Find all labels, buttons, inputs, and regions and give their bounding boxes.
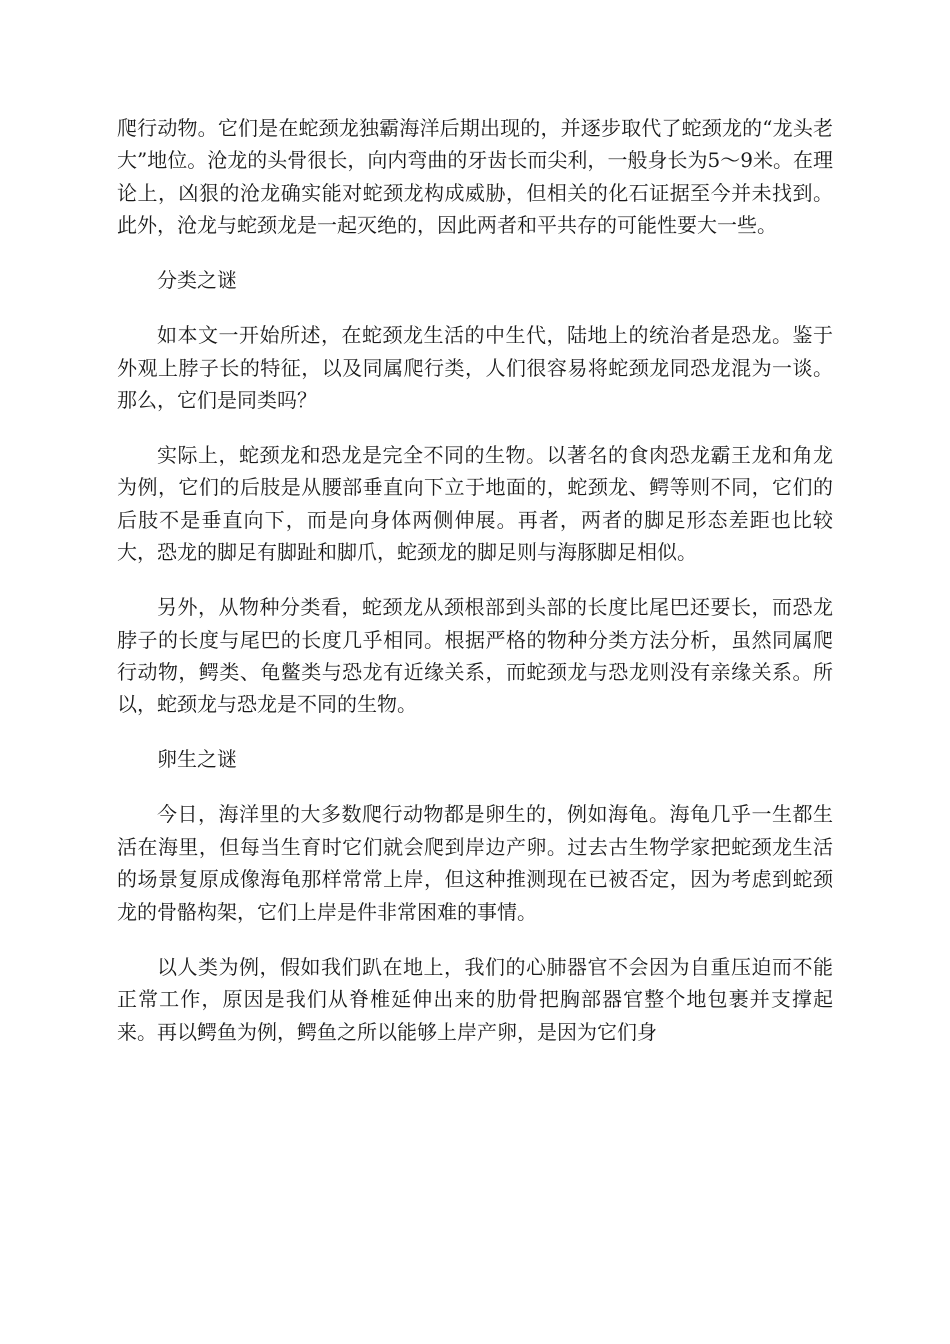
paragraph: 实际上，蛇颈龙和恐龙是完全不同的生物。以著名的食肉恐龙霸王龙和角龙为例，它们的后肢是从腰部垂直向下立于地面的，蛇颈龙、鳄等则不同，它们的后肢不是垂直向下，而是向身体两侧伸展。再者，两者的脚足形态差距也比较大，恐龙的脚足有脚趾和脚爪，蛇颈龙的脚足则与海豚脚足相似。 bbox=[117, 443, 833, 565]
paragraph: 另外，从物种分类看，蛇颈龙从颈根部到头部的长度比尾巴还要长，而恐龙脖子的长度与尾巴的长度几乎相同。根据严格的物种分类方法分析，虽然同属爬行动物，鳄类、龟鳖类与恐龙有近缘关系，而蛇颈龙与恐龙则没有亲缘关系。所以，蛇颈龙与恐龙是不同的生物。 bbox=[117, 595, 833, 717]
section-heading-oviparity: 卵生之谜 bbox=[157, 747, 237, 772]
paragraph-continuation: 爬行动物。它们是在蛇颈龙独霸海洋后期出现的，并逐步取代了蛇颈龙的“龙头老大”地位。沧龙的头骨很长，向内弯曲的牙齿长而尖利，一般身长为5～9米。在理论上，凶狠的沧龙确实能对蛇颈龙构成威胁，但相关的化石证据至今并未找到。此外，沧龙与蛇颈龙是一起灭绝的，因此两者和平共存的可能性要大一些。 bbox=[117, 116, 833, 238]
paragraph: 今日，海洋里的大多数爬行动物都是卵生的，例如海龟。海龟几乎一生都生活在海里，但每当生育时它们就会爬到岸边产卵。过去古生物学家把蛇颈龙生活的场景复原成像海龟那样常常上岸，但这种推测现在已被否定，因为考虑到蛇颈龙的骨骼构架，它们上岸是件非常困难的事情。 bbox=[117, 802, 833, 924]
section-heading-classification: 分类之谜 bbox=[157, 268, 237, 293]
paragraph: 以人类为例，假如我们趴在地上，我们的心肺器官不会因为自重压迫而不能正常工作，原因是我们从脊椎延伸出来的肋骨把胸部器官整个地包裹并支撑起来。再以鳄鱼为例，鳄鱼之所以能够上岸产卵，是因为它们身 bbox=[117, 954, 833, 1044]
document-page bbox=[117, 112, 833, 1071]
paragraph: 如本文一开始所述，在蛇颈龙生活的中生代，陆地上的统治者是恐龙。鉴于外观上脖子长的特征，以及同属爬行类，人们很容易将蛇颈龙同恐龙混为一谈。那么，它们是同类吗？ bbox=[117, 323, 833, 413]
